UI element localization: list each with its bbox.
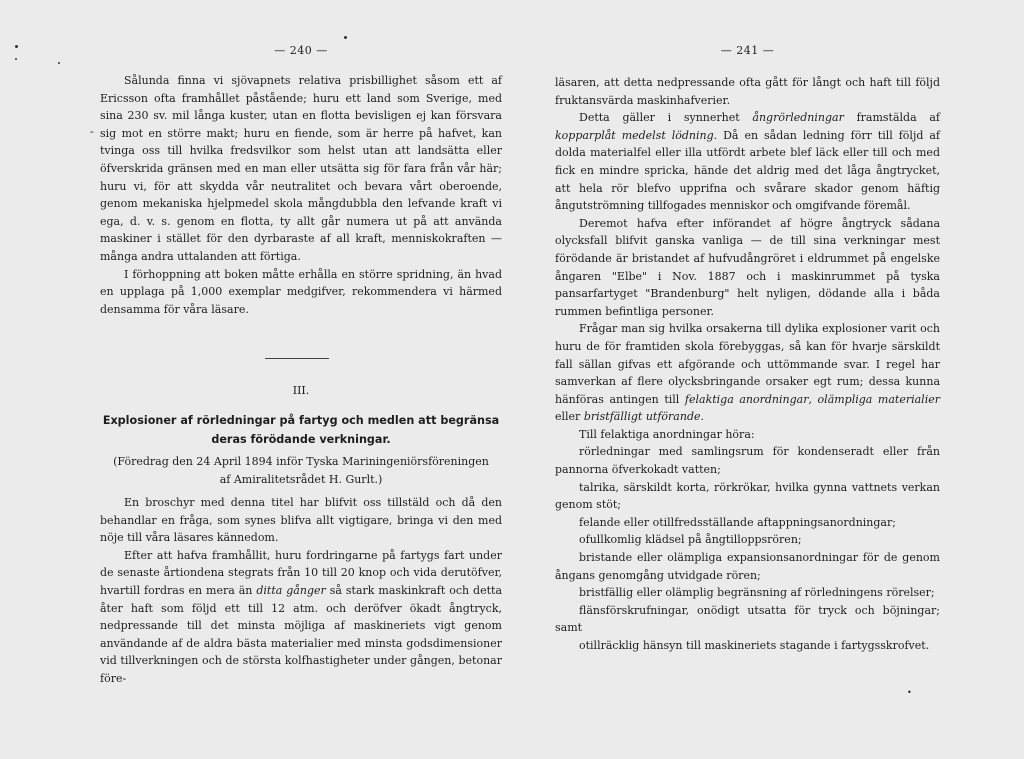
text-run-italic: bristfälligt utförande. xyxy=(583,410,704,424)
paragraph: Deremot hafva efter införandet af högre ångtryck sådana olycksfall blifvit ganska vanliga — de till sina verkningar mest förödande är bristandet af hufvudångröret i eldrummet på engelske ångaren "Elbe" i Nov. 1887 och i maskinrummet på tyska pansarfartyget "Brandenburg" helt nyligen, dödande alla i båda rummen befintliga personer. xyxy=(555,216,940,318)
right-page xyxy=(555,0,940,759)
paragraph: I förhoppning att boken måtte erhålla en större spridning, än hvad en upplaga på 1,000 exemplar medgifver, rekommendera vi härmed densamma för våra läsare. xyxy=(100,267,502,316)
list-item: felande eller otillfredsställande aftappningsanordningar; xyxy=(579,515,896,529)
left-text-block-1 xyxy=(100,72,502,318)
paragraph: Sålunda finna vi sjövapnets relativa prisbillighet såsom ett af Ericsson ofta framhållet påstående; huru ett land som Sverige, med sina 230 sv. mil långa kuster, utan en flotta bevisligen ej kan försvara sig mot en större makt; huru en fiende, som är herre på hafvet, kan tvinga oss till hvilka fredsvilkor som helst utan att landsätta eller öfverskrida gränsen med en man eller utsätta sig för fara från vår här; huru vi, för att skydda vår neutralitet och bevara vårt oberoende, genom mekaniska hjelpmedel skola mångdubbla den lefvande kraft vi ega, d. v. s. genom en flotta, ty allt går numera ut på att använda maskiner i stället för den dyrbaraste af all kraft, menniskokraften — många andra uttalanden att förtiga. xyxy=(100,74,502,263)
text-run-italic: olämpliga materialier xyxy=(817,392,940,406)
page-number: — 241 — xyxy=(720,44,775,57)
end-mark: • xyxy=(907,688,912,697)
article-subtitle: (Föredrag den 24 April 1894 inför Tyska Mariningeniörsföreningen af Amiralitetsrådet H. Gurlt.) xyxy=(113,455,489,486)
paragraph xyxy=(555,109,940,215)
paragraph xyxy=(555,320,940,426)
paragraph: Till felaktiga anordningar höra: xyxy=(579,427,755,441)
text-run: Efter att hafva framhållit, huru fordringarne på fartygs fart under de senaste årtiondena stegrats från 10 till 20 knop och vida derutöfver, hvartill fordras en mera än xyxy=(100,548,502,597)
text-run-italic: felaktiga anordningar xyxy=(684,392,809,406)
list-item: rörledningar med samlingsrum för kondenseradt eller från pannorna öfverkokadt vatten; xyxy=(555,445,940,477)
text-run-italic: ditta gånger xyxy=(256,583,326,597)
list-item: talrika, särskildt korta, rörkrökar, hvilka gynna vattnets verkan genom stöt; xyxy=(555,480,940,512)
article-heading: Explosioner af rörledningar på fartyg och medlen att begränsa deras förödande verkningar. xyxy=(102,414,500,446)
text-run: Då en sådan ledning förr till följd af dolda materialfel eller illa utfördt arbete blef läck eller till och med fick en mindre spricka, hände det aldrig med det låga ångtrycket, att hela rör blefvo upprifna och svårare skador genom häftig ångutströmning tillfogades menniskor och omgifvande föremål. xyxy=(555,128,940,213)
section-divider xyxy=(265,358,329,359)
chapter-number: III. xyxy=(292,384,310,397)
paragraph: läsaren, att detta nedpressande ofta gått för långt och haft till följd fruktansvärda maskinhafverier. xyxy=(555,76,940,107)
text-run: , xyxy=(808,392,818,406)
paragraph: En broschyr med denna titel har blifvit oss tillstäld och då den behandlar en fråga, som synes blifva allt vigtigare, bringa vi den med nöje till våra läsares kännedom. xyxy=(100,496,502,545)
left-page xyxy=(90,0,503,759)
list-item: otillräcklig hänsyn till maskineriets stagande i fartygsskrofvet. xyxy=(579,639,930,652)
text-run: Detta gäller i synnerhet xyxy=(579,111,753,125)
left-text-block-2 xyxy=(100,494,502,688)
list-item: ofullkomlig klädsel på ångtilloppsrören; xyxy=(579,533,802,547)
text-run-italic: ångrörledningar xyxy=(752,111,844,125)
margin-mark: - xyxy=(90,125,94,138)
list-item: flänsförskrufningar, onödigt utsatta för tryck och böjningar; samt xyxy=(555,603,940,635)
list-item: bristande eller olämpliga expansionsanordningar för de genom ångans genomgång utvidgade rören; xyxy=(555,551,940,582)
text-run-italic: kopparplåt medelst lödning. xyxy=(555,128,718,142)
paragraph xyxy=(100,547,502,688)
scan-speck xyxy=(58,62,60,64)
page-number: — 240 — xyxy=(274,44,328,57)
list-item: bristfällig eller olämplig begränsning af rörledningens rörelser; xyxy=(579,586,935,600)
text-run: eller xyxy=(555,410,584,424)
text-run: Frågar man sig hvilka orsakerna till dylika explosioner varit och huru de för framtiden skola förebyggas, så kan för hvarje särskildt fall sällan gifvas ett afgörande och uttömmande svar. I regel har samverkan af flere olycksbringande orsaker egt rum; dessa kunna hänföras antingen till xyxy=(555,322,940,406)
text-run: så stark maskinkraft och detta åter haft som följd ett till 12 atm. och deröfver ökadt ångtryck, nedpressande till det minsta möjliga af maskineriets vigt genom användande af de aldra bästa materialier med minsta godsdimensioner vid tillverkningen och de största kolfhastigheter under gången, betonar före- xyxy=(100,583,503,685)
text-run: framstälda af xyxy=(843,111,940,125)
scan-speck xyxy=(15,58,17,60)
scan-speck xyxy=(15,45,18,48)
right-text-block xyxy=(555,74,940,655)
